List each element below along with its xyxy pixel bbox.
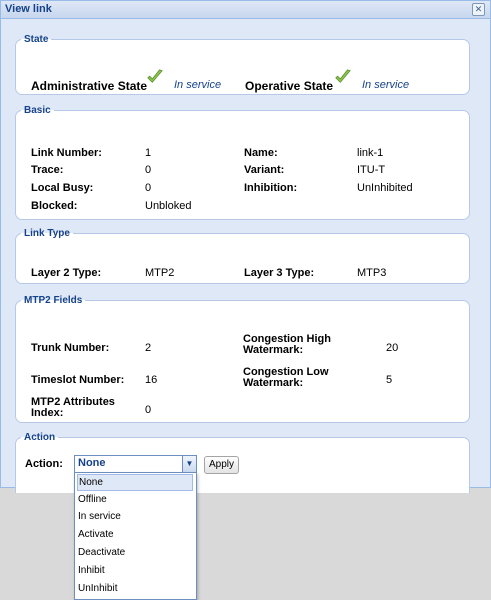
mtp2-attributes-index-label xyxy=(31,397,115,419)
apply-button[interactable]: Apply xyxy=(204,456,239,474)
state-fieldset xyxy=(15,34,470,95)
basic-legend: Basic xyxy=(24,105,51,116)
congestion-low-label xyxy=(243,367,329,389)
administrative-state-label: Administrative State xyxy=(31,79,148,93)
name-value: link-1 xyxy=(357,147,384,159)
state-legend: State xyxy=(24,34,49,45)
dropdown-option-activate[interactable]: Activate xyxy=(78,529,114,540)
layer3-type-value: MTP3 xyxy=(357,267,387,279)
basic-fieldset xyxy=(15,105,470,220)
layer2-type-value: MTP2 xyxy=(145,267,175,279)
inhibition-label: Inhibition: xyxy=(244,182,298,194)
mtp2-fields-fieldset xyxy=(15,295,470,423)
variant-value: ITU-T xyxy=(357,164,386,176)
trunk-number-value: 2 xyxy=(145,342,152,354)
layer2-type-label: Layer 2 Type: xyxy=(31,267,102,279)
action-label: Action: xyxy=(25,458,63,470)
window-body xyxy=(1,19,490,487)
chevron-down-icon[interactable]: ▼ xyxy=(182,456,196,472)
timeslot-number-label: Timeslot Number: xyxy=(31,374,125,386)
action-combobox[interactable] xyxy=(74,455,197,473)
trace-value: 0 xyxy=(145,164,152,176)
local-busy-label: Local Busy: xyxy=(31,182,94,194)
action-combobox-value[interactable]: None xyxy=(78,457,106,469)
blocked-value: Unbloked xyxy=(145,200,192,212)
mtp2-fields-legend: MTP2 Fields xyxy=(24,295,83,306)
variant-label: Variant: xyxy=(244,164,285,176)
check-icon xyxy=(146,68,164,86)
blocked-label: Blocked: xyxy=(31,200,78,212)
mtp2-attributes-label-line1: MTP2 Attributes xyxy=(31,396,115,408)
administrative-state-value: In service xyxy=(174,79,222,91)
local-busy-value: 0 xyxy=(145,182,152,194)
check-icon xyxy=(334,68,352,86)
dropdown-option-none[interactable]: None xyxy=(77,474,193,491)
layer3-type-label: Layer 3 Type: xyxy=(244,267,315,279)
mtp2-attributes-label-line2: Index: xyxy=(31,407,64,419)
congestion-high-label-line2: Watermark: xyxy=(243,344,304,356)
link-number-value: 1 xyxy=(145,147,152,159)
inhibition-value: UnInhibited xyxy=(357,182,413,194)
action-dropdown-list xyxy=(74,472,197,600)
link-number-label: Link Number: xyxy=(31,147,102,159)
dropdown-option-offline[interactable]: Offline xyxy=(78,494,107,505)
link-type-fieldset xyxy=(15,228,470,284)
dropdown-option-in-service[interactable]: In service xyxy=(78,511,121,522)
timeslot-number-value: 16 xyxy=(145,374,158,386)
name-label: Name: xyxy=(244,147,278,159)
dropdown-option-uninhibit[interactable]: UnInhibit xyxy=(78,583,118,594)
window-title: View link xyxy=(5,3,52,15)
dropdown-option-inhibit[interactable]: Inhibit xyxy=(78,565,105,576)
action-legend: Action xyxy=(24,432,56,443)
window-titlebar[interactable] xyxy=(1,1,490,19)
congestion-high-value: 20 xyxy=(386,342,399,354)
congestion-low-value: 5 xyxy=(386,374,393,386)
congestion-high-label xyxy=(243,334,331,356)
congestion-low-label-line1: Congestion Low xyxy=(243,366,329,378)
trunk-number-label: Trunk Number: xyxy=(31,342,110,354)
close-icon[interactable]: ✕ xyxy=(472,3,485,16)
operative-state-value: In service xyxy=(362,79,410,91)
congestion-low-label-line2: Watermark: xyxy=(243,377,304,389)
trace-label: Trace: xyxy=(31,164,64,176)
mtp2-attributes-index-value: 0 xyxy=(145,404,152,416)
link-type-legend: Link Type xyxy=(24,228,70,239)
operative-state-label: Operative State xyxy=(245,79,334,93)
dropdown-option-deactivate[interactable]: Deactivate xyxy=(78,547,126,558)
congestion-high-label-line1: Congestion High xyxy=(243,333,331,345)
